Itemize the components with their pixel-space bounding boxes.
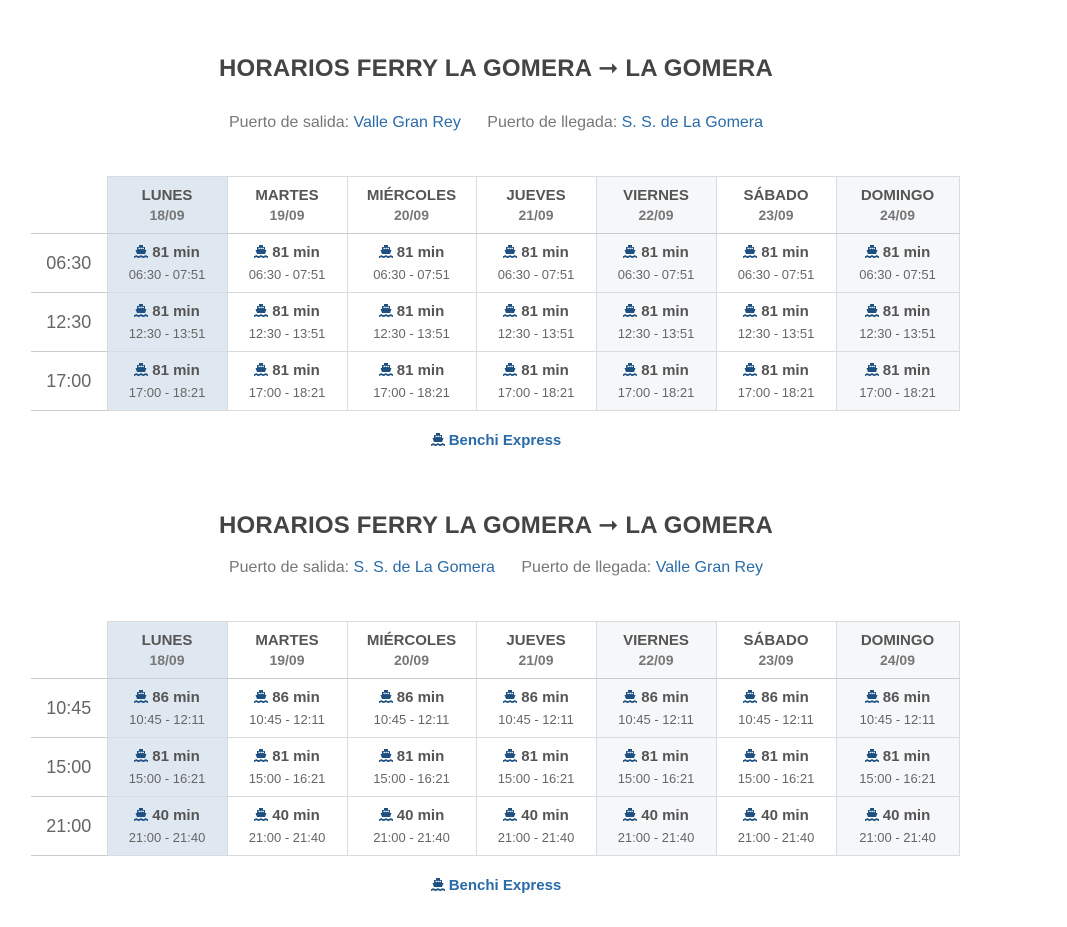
- trip-time-range: 12:30 - 13:51: [617, 326, 695, 341]
- trip-cell[interactable]: [347, 797, 476, 856]
- trip-cell[interactable]: [836, 679, 959, 738]
- trip-duration: [348, 807, 476, 824]
- trip-duration: [108, 748, 227, 765]
- duration-text: 81 min: [272, 303, 320, 320]
- trip-time-range: 21:00 - 21:40: [859, 830, 936, 845]
- day-date: 21/09: [518, 652, 554, 668]
- trip-cell[interactable]: [227, 797, 347, 856]
- departure-label: Puerto de salida:: [228, 559, 350, 576]
- trip-time-range: 06:30 - 07:51: [859, 267, 936, 282]
- trip-time-range: 17:00 - 18:21: [617, 385, 695, 400]
- trip-duration: [108, 689, 227, 706]
- trip-duration: [477, 303, 596, 320]
- trip-time-range: 15:00 - 16:21: [373, 771, 450, 786]
- trip-time-range: 12:30 - 13:51: [128, 326, 206, 341]
- duration-text: 81 min: [641, 244, 689, 261]
- company-link[interactable]: [0, 432, 992, 449]
- trip-cell[interactable]: [716, 352, 836, 411]
- duration-text: 40 min: [272, 807, 320, 824]
- trip-duration: [348, 689, 476, 706]
- trip-cell[interactable]: [596, 234, 716, 293]
- day-date: 22/09: [638, 652, 674, 668]
- trip-duration: [717, 362, 836, 379]
- departure-time: 17:00: [31, 352, 107, 411]
- day-header: [596, 177, 716, 234]
- trip-duration: [477, 362, 596, 379]
- ports-line: [0, 559, 992, 577]
- trip-cell[interactable]: [107, 797, 227, 856]
- ship-icon: [134, 245, 148, 258]
- duration-text: 81 min: [272, 362, 320, 379]
- trip-cell[interactable]: [836, 293, 959, 352]
- day-date: 24/09: [879, 207, 916, 223]
- trip-cell[interactable]: [227, 234, 347, 293]
- trip-duration: [837, 807, 959, 824]
- trip-duration: [228, 689, 347, 706]
- duration-text: 40 min: [396, 807, 445, 824]
- trip-time-range: 12:30 - 13:51: [248, 326, 326, 341]
- table-row: [31, 797, 959, 856]
- ports-line: [0, 114, 992, 132]
- ship-icon: [379, 304, 393, 317]
- trip-time-range: 12:30 - 13:51: [373, 326, 450, 341]
- duration-text: 81 min: [761, 303, 809, 320]
- arrival-port: [487, 114, 763, 132]
- trip-duration: [837, 244, 959, 261]
- trip-cell[interactable]: [596, 679, 716, 738]
- trip-time-range: 10:45 - 12:11: [498, 712, 574, 727]
- day-name: SÁBADO: [743, 187, 809, 204]
- duration-text: 86 min: [396, 689, 445, 706]
- duration-text: 81 min: [641, 303, 689, 320]
- trip-time-range: 21:00 - 21:40: [128, 830, 206, 845]
- trip-duration: [717, 689, 836, 706]
- ship-icon: [431, 433, 445, 446]
- departure-time: 10:45: [31, 679, 107, 738]
- trip-time-range: 17:00 - 18:21: [737, 385, 815, 400]
- trip-cell[interactable]: [716, 679, 836, 738]
- duration-text: 81 min: [396, 303, 445, 320]
- departure-port-link[interactable]: Valle Gran Rey: [353, 114, 461, 131]
- trip-time-range: 15:00 - 16:21: [248, 771, 326, 786]
- schedule-table: [31, 621, 960, 856]
- day-header: [716, 177, 836, 234]
- duration-text: 40 min: [641, 807, 689, 824]
- ship-icon: [134, 749, 148, 762]
- trip-duration: [348, 748, 476, 765]
- arrival-label: Puerto de llegada:: [521, 559, 652, 576]
- day-date: 19/09: [269, 652, 305, 668]
- duration-text: 86 min: [882, 689, 931, 706]
- trip-duration: [597, 303, 716, 320]
- table-row: [31, 679, 959, 738]
- corner-cell: [31, 622, 107, 679]
- trip-time-range: 21:00 - 21:40: [248, 830, 326, 845]
- day-header: [716, 622, 836, 679]
- departure-time: 12:30: [31, 293, 107, 352]
- day-header: [476, 622, 596, 679]
- ship-icon: [865, 808, 879, 821]
- trip-duration: [717, 303, 836, 320]
- day-date: 18/09: [149, 652, 185, 668]
- ship-icon: [503, 690, 517, 703]
- trip-cell[interactable]: [476, 293, 596, 352]
- ship-icon: [623, 363, 637, 376]
- ship-icon: [431, 878, 445, 891]
- duration-text: 81 min: [882, 362, 931, 379]
- ship-icon: [254, 245, 268, 258]
- arrival-label: Puerto de llegada:: [487, 114, 618, 131]
- day-name: LUNES: [141, 632, 193, 649]
- day-date: 23/09: [758, 207, 794, 223]
- day-header: [836, 177, 959, 234]
- trip-cell[interactable]: [347, 352, 476, 411]
- day-name: DOMINGO: [860, 187, 935, 204]
- day-date: 22/09: [638, 207, 674, 223]
- ship-icon: [503, 363, 517, 376]
- trip-duration: [597, 362, 716, 379]
- day-name: JUEVES: [506, 187, 566, 204]
- departure-time: 15:00: [31, 738, 107, 797]
- trip-cell[interactable]: [227, 738, 347, 797]
- ship-icon: [743, 690, 757, 703]
- duration-text: 81 min: [521, 244, 569, 261]
- trip-duration: [228, 748, 347, 765]
- trip-duration: [837, 689, 959, 706]
- trip-duration: [477, 244, 596, 261]
- trip-cell[interactable]: [596, 293, 716, 352]
- trip-time-range: 12:30 - 13:51: [497, 326, 575, 341]
- duration-text: 81 min: [882, 303, 931, 320]
- ship-icon: [865, 363, 879, 376]
- ship-icon: [865, 749, 879, 762]
- trip-time-range: 17:00 - 18:21: [497, 385, 575, 400]
- duration-text: 40 min: [521, 807, 569, 824]
- ship-icon: [743, 245, 757, 258]
- departure-port-link[interactable]: S. S. de La Gomera: [353, 559, 495, 576]
- duration-text: 81 min: [152, 244, 200, 261]
- departure-label: Puerto de salida:: [228, 114, 350, 131]
- ship-icon: [134, 808, 148, 821]
- day-date: 18/09: [149, 207, 185, 223]
- trip-cell[interactable]: [347, 293, 476, 352]
- ship-icon: [503, 304, 517, 317]
- company-name[interactable]: Benchi Express: [448, 877, 562, 894]
- trip-time-range: 06:30 - 07:51: [617, 267, 695, 282]
- trip-time-range: 21:00 - 21:40: [737, 830, 815, 845]
- trip-duration: [597, 689, 716, 706]
- trip-duration: [717, 807, 836, 824]
- trip-time-range: 15:00 - 16:21: [859, 771, 936, 786]
- trip-cell[interactable]: [476, 352, 596, 411]
- day-date: 20/09: [393, 652, 430, 668]
- section-title: HORARIOS FERRY LA GOMERA ➞ LA GOMERA: [219, 55, 773, 82]
- day-header: [227, 177, 347, 234]
- trip-time-range: 15:00 - 16:21: [497, 771, 575, 786]
- day-name: MIÉRCOLES: [366, 187, 457, 204]
- trip-time-range: 17:00 - 18:21: [859, 385, 936, 400]
- day-header: [107, 177, 227, 234]
- ship-icon: [134, 304, 148, 317]
- ship-icon: [865, 690, 879, 703]
- table-row: [31, 293, 959, 352]
- duration-text: 81 min: [521, 748, 569, 765]
- trip-cell[interactable]: [476, 738, 596, 797]
- ship-icon: [379, 690, 393, 703]
- ship-icon: [379, 363, 393, 376]
- day-date: 19/09: [269, 207, 305, 223]
- arrival-port-link[interactable]: S. S. de La Gomera: [621, 114, 764, 131]
- day-date: 23/09: [758, 652, 794, 668]
- trip-duration: [837, 303, 959, 320]
- trip-duration: [717, 244, 836, 261]
- day-name: MIÉRCOLES: [366, 632, 457, 649]
- day-header: [596, 622, 716, 679]
- trip-cell[interactable]: [347, 679, 476, 738]
- trip-duration: [228, 807, 347, 824]
- day-date: 24/09: [879, 652, 916, 668]
- day-name: SÁBADO: [743, 632, 809, 649]
- ship-icon: [503, 749, 517, 762]
- duration-text: 81 min: [396, 244, 445, 261]
- trip-time-range: 17:00 - 18:21: [128, 385, 206, 400]
- duration-text: 81 min: [761, 244, 809, 261]
- duration-text: 40 min: [882, 807, 931, 824]
- day-date: 21/09: [518, 207, 554, 223]
- trip-cell[interactable]: [347, 738, 476, 797]
- trip-time-range: 06:30 - 07:51: [497, 267, 575, 282]
- ship-icon: [254, 690, 268, 703]
- departure-port: [229, 114, 461, 132]
- corner-cell: [31, 177, 107, 234]
- trip-time-range: 10:45 - 12:11: [373, 712, 450, 727]
- duration-text: 81 min: [396, 748, 445, 765]
- table-row: [31, 738, 959, 797]
- duration-text: 81 min: [521, 303, 569, 320]
- ship-icon: [623, 808, 637, 821]
- duration-text: 86 min: [761, 689, 809, 706]
- trip-cell[interactable]: [836, 738, 959, 797]
- trip-duration: [348, 244, 476, 261]
- trip-duration: [597, 244, 716, 261]
- trip-duration: [597, 748, 716, 765]
- trip-time-range: 10:45 - 12:11: [738, 712, 814, 727]
- trip-time-range: 21:00 - 21:40: [497, 830, 575, 845]
- day-name: VIERNES: [623, 187, 689, 204]
- ship-icon: [254, 808, 268, 821]
- company-name[interactable]: Benchi Express: [448, 432, 562, 449]
- duration-text: 86 min: [152, 689, 200, 706]
- duration-text: 81 min: [641, 748, 689, 765]
- ship-icon: [379, 808, 393, 821]
- trip-time-range: 06:30 - 07:51: [248, 267, 326, 282]
- trip-duration: [477, 689, 596, 706]
- trip-time-range: 06:30 - 07:51: [737, 267, 815, 282]
- trip-cell[interactable]: [227, 293, 347, 352]
- trip-time-range: 10:45 - 12:11: [859, 712, 936, 727]
- departure-time: 06:30: [31, 234, 107, 293]
- ship-icon: [623, 304, 637, 317]
- trip-duration: [348, 303, 476, 320]
- trip-cell[interactable]: [476, 797, 596, 856]
- arrival-port-link[interactable]: Valle Gran Rey: [655, 559, 764, 576]
- trip-cell[interactable]: [476, 679, 596, 738]
- ship-icon: [623, 749, 637, 762]
- trip-cell[interactable]: [596, 738, 716, 797]
- trip-cell[interactable]: [716, 738, 836, 797]
- trip-duration: [717, 748, 836, 765]
- day-header-row: [31, 622, 959, 679]
- duration-text: 81 min: [396, 362, 445, 379]
- trip-cell[interactable]: [716, 293, 836, 352]
- duration-text: 86 min: [272, 689, 320, 706]
- arrival-port: [521, 559, 763, 577]
- trip-cell[interactable]: [716, 797, 836, 856]
- trip-time-range: 10:45 - 12:11: [249, 712, 325, 727]
- trip-duration: [108, 362, 227, 379]
- company-link[interactable]: [0, 877, 992, 894]
- duration-text: 81 min: [152, 303, 200, 320]
- trip-time-range: 17:00 - 18:21: [373, 385, 450, 400]
- trip-duration: [348, 362, 476, 379]
- trip-cell[interactable]: [107, 293, 227, 352]
- day-header: [347, 622, 476, 679]
- duration-text: 81 min: [272, 244, 320, 261]
- table-row: [31, 352, 959, 411]
- duration-text: 81 min: [521, 362, 569, 379]
- duration-text: 40 min: [152, 807, 200, 824]
- trip-time-range: 21:00 - 21:40: [617, 830, 695, 845]
- trip-time-range: 06:30 - 07:51: [373, 267, 450, 282]
- trip-time-range: 15:00 - 16:21: [737, 771, 815, 786]
- duration-text: 86 min: [641, 689, 689, 706]
- trip-time-range: 21:00 - 21:40: [373, 830, 450, 845]
- trip-cell[interactable]: [107, 352, 227, 411]
- trip-time-range: 15:00 - 16:21: [128, 771, 206, 786]
- ship-icon: [254, 304, 268, 317]
- duration-text: 81 min: [882, 244, 931, 261]
- ship-icon: [865, 245, 879, 258]
- duration-text: 81 min: [761, 748, 809, 765]
- ship-icon: [743, 749, 757, 762]
- trip-cell[interactable]: [227, 352, 347, 411]
- ship-icon: [134, 690, 148, 703]
- day-header-row: [31, 177, 959, 234]
- trip-duration: [837, 362, 959, 379]
- trip-cell[interactable]: [107, 679, 227, 738]
- table-row: [31, 234, 959, 293]
- trip-duration: [477, 748, 596, 765]
- ship-icon: [254, 363, 268, 376]
- trip-duration: [108, 807, 227, 824]
- ship-icon: [743, 304, 757, 317]
- trip-time-range: 10:45 - 12:11: [618, 712, 694, 727]
- trip-duration: [837, 748, 959, 765]
- trip-time-range: 17:00 - 18:21: [248, 385, 326, 400]
- trip-cell[interactable]: [716, 234, 836, 293]
- trip-time-range: 15:00 - 16:21: [617, 771, 695, 786]
- day-header: [107, 622, 227, 679]
- trip-cell[interactable]: [476, 234, 596, 293]
- trip-cell[interactable]: [107, 738, 227, 797]
- trip-cell[interactable]: [347, 234, 476, 293]
- day-header: [347, 177, 476, 234]
- departure-port: [229, 559, 495, 577]
- duration-text: 86 min: [521, 689, 569, 706]
- trip-cell[interactable]: [596, 352, 716, 411]
- day-name: JUEVES: [506, 632, 566, 649]
- day-name: MARTES: [255, 632, 319, 649]
- day-header: [836, 622, 959, 679]
- day-header: [227, 622, 347, 679]
- trip-cell[interactable]: [836, 797, 959, 856]
- ship-icon: [623, 245, 637, 258]
- trip-duration: [477, 807, 596, 824]
- duration-text: 81 min: [152, 748, 200, 765]
- day-name: DOMINGO: [860, 632, 935, 649]
- duration-text: 81 min: [272, 748, 320, 765]
- ship-icon: [134, 363, 148, 376]
- trip-duration: [228, 244, 347, 261]
- ship-icon: [865, 304, 879, 317]
- trip-duration: [108, 303, 227, 320]
- day-name: VIERNES: [623, 632, 689, 649]
- ship-icon: [743, 363, 757, 376]
- ship-icon: [743, 808, 757, 821]
- trip-duration: [228, 303, 347, 320]
- trip-cell[interactable]: [227, 679, 347, 738]
- trip-duration: [108, 244, 227, 261]
- ship-icon: [254, 749, 268, 762]
- trip-duration: [228, 362, 347, 379]
- day-header: [476, 177, 596, 234]
- trip-time-range: 12:30 - 13:51: [737, 326, 815, 341]
- trip-time-range: 06:30 - 07:51: [128, 267, 206, 282]
- duration-text: 81 min: [882, 748, 931, 765]
- trip-time-range: 10:45 - 12:11: [129, 712, 205, 727]
- ship-icon: [379, 749, 393, 762]
- duration-text: 40 min: [761, 807, 809, 824]
- duration-text: 81 min: [761, 362, 809, 379]
- trip-duration: [597, 807, 716, 824]
- day-name: MARTES: [255, 187, 319, 204]
- ship-icon: [503, 245, 517, 258]
- trip-cell[interactable]: [836, 234, 959, 293]
- ship-icon: [503, 808, 517, 821]
- trip-time-range: 12:30 - 13:51: [859, 326, 936, 341]
- schedule-table: [31, 176, 960, 411]
- section-title: HORARIOS FERRY LA GOMERA ➞ LA GOMERA: [219, 512, 773, 539]
- duration-text: 81 min: [152, 362, 200, 379]
- trip-cell[interactable]: [107, 234, 227, 293]
- ship-icon: [379, 245, 393, 258]
- ship-icon: [623, 690, 637, 703]
- duration-text: 81 min: [641, 362, 689, 379]
- departure-time: 21:00: [31, 797, 107, 856]
- day-date: 20/09: [393, 207, 430, 223]
- trip-cell[interactable]: [596, 797, 716, 856]
- day-name: LUNES: [141, 187, 193, 204]
- trip-cell[interactable]: [836, 352, 959, 411]
